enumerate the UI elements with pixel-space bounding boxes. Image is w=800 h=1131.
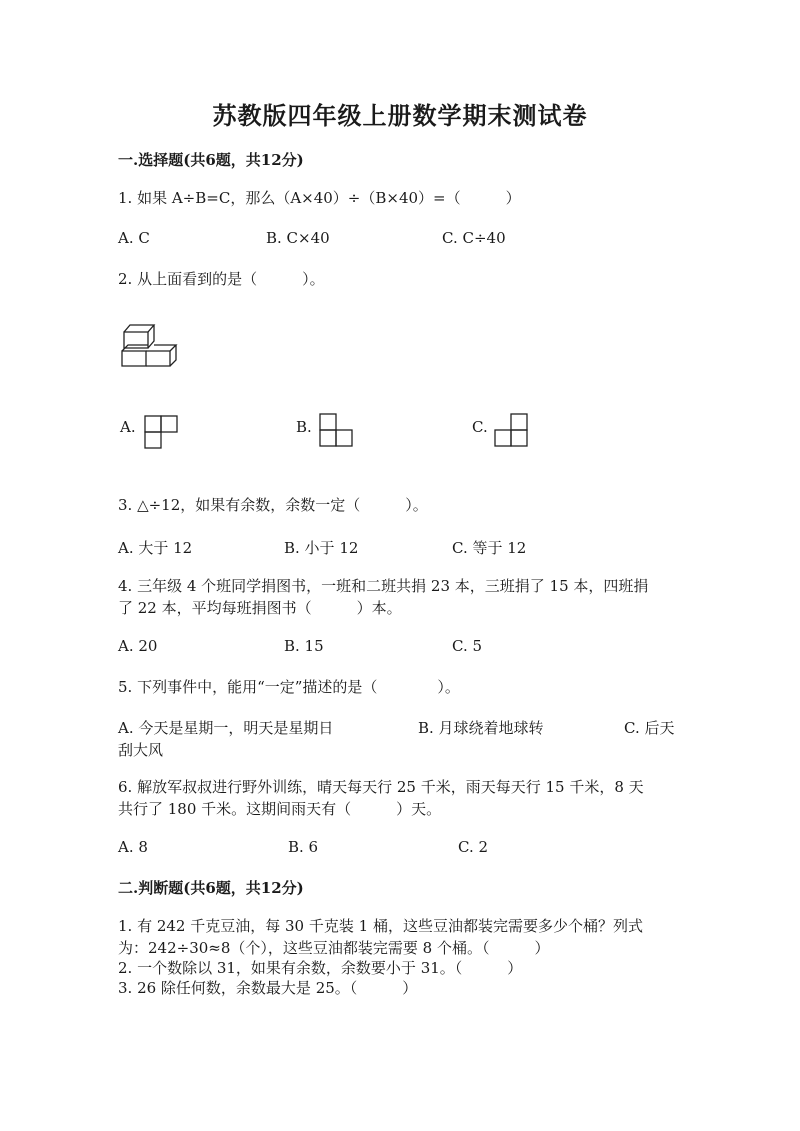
question-5-option-b[interactable]: B. 月球绕着地球转 [418,719,544,737]
question-4-option-b[interactable]: B. 15 [284,637,324,655]
option-c-top-view-figure [494,413,528,447]
question-5-option-c[interactable]: C. 后天 [624,719,675,737]
question-5-option-c-continued: 刮大风 [118,741,164,759]
question-1-option-a[interactable]: A. C [118,229,150,247]
judgement-2[interactable]: 2. 一个数除以 31，如果有余数，余数要小于 31。（ ） [118,959,523,977]
option-a-top-view-figure [144,415,178,449]
section-heading-judgement: 二.判断题(共6题，共12分) [118,879,304,897]
question-3-option-a[interactable]: A. 大于 12 [118,539,193,557]
judgement-1-line2[interactable]: 为：242÷30≈8（个），这些豆油都装完需要 8 个桶。（ ） [118,939,550,957]
question-6-option-b[interactable]: B. 6 [288,838,319,856]
question-2-option-a[interactable]: A. [120,418,136,436]
question-2-option-c[interactable]: C. [472,418,488,436]
question-6-stem-line1: 6. 解放军叔叔进行野外训练，晴天每天行 25 千米，雨天每天行 15 千米，8 天 [118,778,644,796]
judgement-3[interactable]: 3. 26 除任何数，余数最大是 25。（ ） [118,979,418,997]
question-6-option-c[interactable]: C. 2 [458,838,489,856]
question-3-option-b[interactable]: B. 小于 12 [284,539,359,557]
judgement-1-line1: 1. 有 242 千克豆油，每 30 千克装 1 桶，这些豆油都装完需要多少个桶？列式 [118,917,643,935]
question-4-option-c[interactable]: C. 5 [452,637,483,655]
question-6-stem-line2: 共行了 180 千米。这期间雨天有（ ）天。 [118,800,442,818]
question-5-stem: 5. 下列事件中，能用“一定”描述的是（ ）。 [118,678,460,696]
question-1-option-b[interactable]: B. C×40 [266,229,330,247]
question-1-stem: 1. 如果 A÷B=C，那么（A×40）÷（B×40）=（ ） [118,189,521,207]
question-4-stem-line2: 了 22 本，平均每班捐图书（ ）本。 [118,599,402,617]
question-2-stem: 2. 从上面看到的是（ ）。 [118,270,325,288]
question-3-option-c[interactable]: C. 等于 12 [452,539,527,557]
question-6-option-a[interactable]: A. 8 [118,838,148,856]
question-2-option-b[interactable]: B. [296,418,312,436]
page-title: 苏教版四年级上册数学期末测试卷 [212,101,588,130]
section-heading-choice: 一.选择题(共6题，共12分) [118,151,304,169]
question-4-stem-line1: 4. 三年级 4 个班同学捐图书，一班和二班共捐 23 本，三班捐了 15 本，四班捐 [118,577,649,595]
question-3-stem: 3. △÷12，如果有余数，余数一定（ ）。 [118,496,428,514]
question-5-option-a[interactable]: A. 今天是星期一，明天是星期日 [118,719,334,737]
question-1-option-c[interactable]: C. C÷40 [442,229,506,247]
three-cubes-illustration [118,320,182,370]
question-4-option-a[interactable]: A. 20 [118,637,158,655]
option-b-top-view-figure [319,413,353,447]
